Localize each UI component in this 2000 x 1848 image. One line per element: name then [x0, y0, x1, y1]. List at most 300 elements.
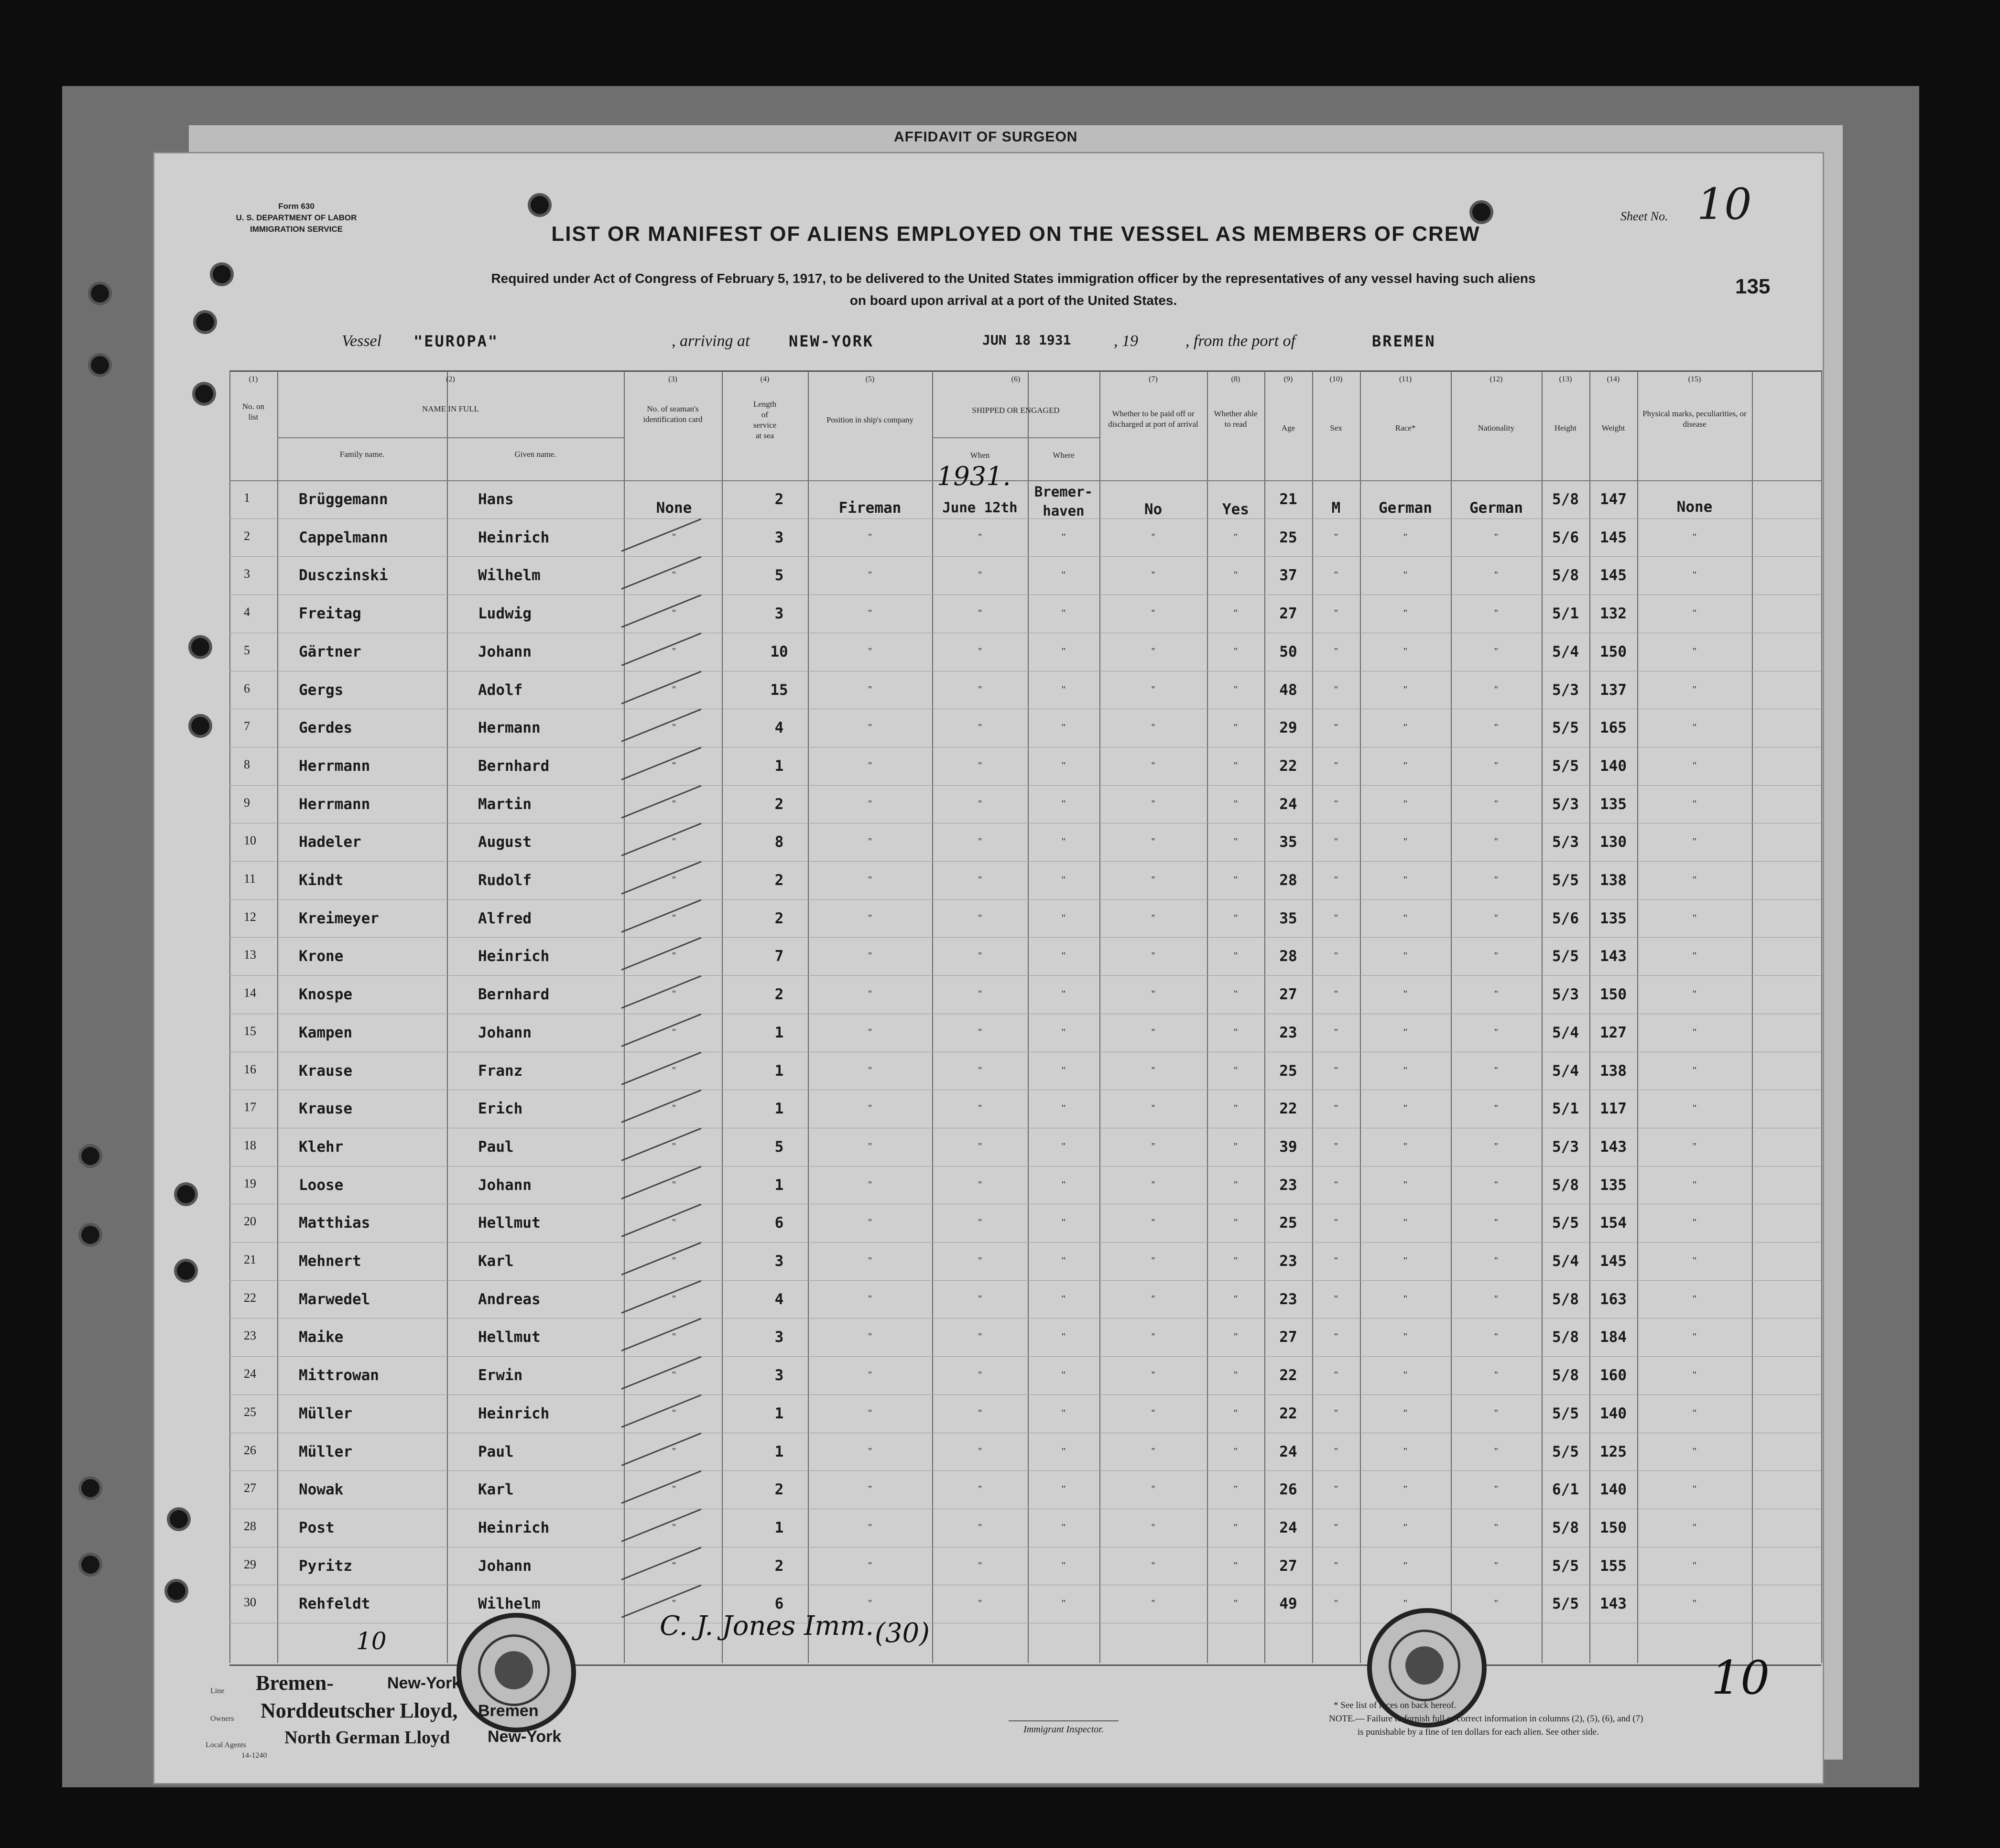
service-length: 2: [774, 872, 784, 889]
age: 24: [1279, 1519, 1297, 1536]
ditto-mark: ": [1151, 1598, 1155, 1609]
given-name: Johann: [478, 643, 532, 660]
row-number: 6: [244, 681, 250, 695]
ditto-mark: ": [672, 1027, 676, 1037]
ditto-mark: ": [1151, 989, 1155, 1000]
row-number: 7: [244, 719, 250, 734]
ditto-mark: ": [1403, 836, 1408, 847]
ditto-mark: ": [1692, 760, 1697, 771]
punch-hole: [191, 717, 209, 735]
row-rule: [229, 861, 1821, 862]
ditto-mark: ": [1494, 1446, 1499, 1457]
row-1-nationality: German: [1469, 499, 1523, 517]
ditto-mark: ": [1334, 1598, 1338, 1609]
ditto-mark: ": [1334, 1407, 1338, 1418]
ditto-mark: ": [672, 1446, 676, 1457]
row-number: 24: [244, 1367, 256, 1381]
given-name: Wilhelm: [478, 1595, 541, 1613]
family-name: Freitag: [299, 605, 361, 623]
ditto-mark: ": [978, 1522, 982, 1533]
ditto-mark: ": [1692, 1446, 1697, 1457]
ditto-mark: ": [1334, 1217, 1338, 1228]
weight: 145: [1600, 1253, 1627, 1270]
punch-hole: [1472, 203, 1490, 221]
ditto-mark: ": [1692, 1179, 1697, 1190]
ditto-mark: ": [1334, 684, 1338, 695]
given-name: Paul: [478, 1138, 514, 1156]
ditto-mark: ": [868, 1331, 872, 1342]
age: 24: [1279, 795, 1297, 813]
ditto-mark: ": [868, 1407, 872, 1418]
where-header: Where: [1053, 451, 1075, 460]
ditto-mark: ": [978, 1407, 982, 1418]
ditto-mark: ": [1692, 836, 1697, 847]
ditto-mark: ": [1061, 1407, 1066, 1418]
ditto-mark: ": [868, 951, 872, 962]
height: 6/1: [1552, 1481, 1579, 1499]
service-name: IMMIGRATION SERVICE: [250, 225, 343, 234]
weight: 125: [1600, 1443, 1627, 1460]
ditto-mark: ": [1403, 1103, 1408, 1114]
ditto-mark: ": [1692, 722, 1697, 733]
ditto-mark: ": [1061, 1103, 1066, 1114]
ditto-mark: ": [1061, 1293, 1066, 1304]
ditto-mark: ": [672, 570, 676, 581]
row-number: 17: [244, 1100, 256, 1114]
ditto-mark: ": [978, 1293, 982, 1304]
weight: 135: [1600, 1176, 1627, 1194]
col-9-number: (9): [1283, 375, 1293, 383]
ditto-mark: ": [1692, 608, 1697, 619]
family-name: Marwedel: [299, 1290, 370, 1308]
immigrant-inspector-label: Immigrant Inspector.: [1009, 1720, 1119, 1735]
eagle-emblem-icon: [1405, 1646, 1444, 1685]
col-3-header: No. of seaman's identification card: [643, 404, 703, 424]
ditto-mark: ": [978, 1370, 982, 1381]
ditto-mark: ": [1403, 608, 1408, 619]
row-number: 4: [244, 605, 250, 619]
row-number: 14: [244, 986, 256, 1000]
ditto-mark: ": [1151, 760, 1155, 771]
ditto-mark: ": [868, 1598, 872, 1609]
ditto-mark: ": [1403, 1331, 1408, 1342]
age: 22: [1279, 1100, 1297, 1118]
ditto-mark: ": [978, 1598, 982, 1609]
height: 5/1: [1552, 605, 1579, 623]
col-5-number: (5): [865, 375, 875, 383]
family-name: Brüggemann: [299, 491, 388, 508]
ditto-mark: ": [672, 836, 676, 847]
weight: 184: [1600, 1329, 1627, 1346]
ditto-mark: ": [868, 989, 872, 1000]
row-number: 5: [244, 643, 250, 657]
arriving-port: NEW-YORK: [789, 332, 874, 350]
ditto-mark: ": [1233, 1370, 1238, 1381]
ditto-mark: ": [868, 798, 872, 809]
height: 5/5: [1552, 757, 1579, 775]
given-name: Erwin: [478, 1367, 523, 1384]
col-3-number: (3): [668, 375, 677, 383]
arriving-label: , arriving at: [672, 332, 750, 350]
height: 5/5: [1552, 719, 1579, 737]
ditto-mark: ": [1151, 1217, 1155, 1228]
ditto-mark: ": [1061, 1522, 1066, 1533]
ditto-mark: ": [868, 1103, 872, 1114]
ditto-mark: ": [1494, 1141, 1499, 1152]
ditto-mark: ": [1151, 684, 1155, 695]
ditto-mark: ": [1151, 951, 1155, 962]
ditto-mark: ": [1334, 912, 1338, 923]
column-rule: [1028, 370, 1029, 1663]
ditto-mark: ": [1692, 1598, 1697, 1609]
col-11-header: Race*: [1395, 423, 1416, 432]
ditto-mark: ": [1494, 608, 1499, 619]
service-length: 3: [774, 529, 784, 546]
ditto-mark: ": [1061, 951, 1066, 962]
ditto-mark: ": [978, 1027, 982, 1037]
ditto-mark: ": [1692, 1293, 1697, 1304]
ditto-mark: ": [672, 1065, 676, 1076]
row-number: 20: [244, 1214, 256, 1229]
height: 5/5: [1552, 1214, 1579, 1232]
ditto-mark: ": [1233, 912, 1238, 923]
ditto-mark: ": [1692, 798, 1697, 809]
row-number: 8: [244, 757, 250, 771]
row-1-race: German: [1379, 499, 1432, 517]
weight: 163: [1600, 1290, 1627, 1308]
height: 5/8: [1552, 1367, 1579, 1384]
owners-city: Bremen: [478, 1702, 539, 1720]
ditto-mark: ": [868, 1065, 872, 1076]
form-code: 14-1240: [241, 1751, 267, 1760]
weight: 137: [1600, 681, 1627, 699]
family-name: Dusczinski: [299, 567, 388, 584]
service-length: 1: [774, 1405, 784, 1422]
family-name: Krone: [299, 948, 344, 965]
ditto-mark: ": [1692, 951, 1697, 962]
ditto-mark: ": [1061, 1560, 1066, 1571]
ditto-mark: ": [1403, 1407, 1408, 1418]
weight: 140: [1600, 1481, 1627, 1499]
ditto-mark: ": [1334, 760, 1338, 771]
col-9-header: Age: [1281, 423, 1295, 432]
punch-hole: [91, 356, 109, 374]
row-number: 30: [244, 1595, 256, 1610]
family-name: Klehr: [299, 1138, 344, 1156]
ditto-mark: ": [868, 836, 872, 847]
row-number: 22: [244, 1290, 256, 1305]
ditto-mark: ": [1151, 646, 1155, 657]
when-header: When: [970, 451, 990, 460]
service-length: 2: [774, 491, 784, 508]
punch-hole: [167, 1582, 185, 1600]
age: 22: [1279, 757, 1297, 775]
height: 5/4: [1552, 1253, 1579, 1270]
ditto-mark: ": [978, 1255, 982, 1266]
col-8-number: (8): [1231, 375, 1240, 383]
service-length: 1: [774, 1024, 784, 1041]
ditto-mark: ": [1403, 1598, 1408, 1609]
service-length: 1: [774, 1176, 784, 1194]
family-name: Loose: [299, 1176, 344, 1194]
ditto-mark: ": [1692, 1407, 1697, 1418]
age: 26: [1279, 1481, 1297, 1499]
ditto-mark: ": [868, 912, 872, 923]
sheet-number: 10: [1697, 179, 1752, 229]
ditto-mark: ": [672, 608, 676, 619]
row-number: 23: [244, 1329, 256, 1343]
ditto-mark: ": [1334, 1560, 1338, 1571]
ditto-mark: ": [868, 1560, 872, 1571]
ditto-mark: ": [1334, 608, 1338, 619]
ditto-mark: ": [1334, 1484, 1338, 1495]
row-number: 25: [244, 1405, 256, 1419]
ditto-mark: ": [1403, 951, 1408, 962]
ditto-mark: ": [1403, 1217, 1408, 1228]
age: 23: [1279, 1024, 1297, 1041]
col-1-number: (1): [249, 375, 258, 383]
ditto-mark: ": [1494, 570, 1499, 581]
given-name: Hellmut: [478, 1214, 541, 1232]
ditto-mark: ": [978, 1141, 982, 1152]
ditto-mark: ": [1233, 951, 1238, 962]
age: 25: [1279, 1062, 1297, 1080]
ditto-mark: ": [1692, 1065, 1697, 1076]
ditto-mark: ": [1334, 875, 1338, 885]
given-name: Johann: [478, 1557, 532, 1575]
weight: 145: [1600, 567, 1627, 584]
row-rule: [229, 1242, 1821, 1243]
row-rule: [229, 899, 1821, 900]
family-name: Herrmann: [299, 795, 370, 813]
ditto-mark: ": [1494, 1522, 1499, 1533]
age: 23: [1279, 1253, 1297, 1270]
given-name: Wilhelm: [478, 567, 541, 584]
ditto-mark: ": [672, 1370, 676, 1381]
row-number: 15: [244, 1024, 256, 1038]
note-penalty-2: is punishable by a fine of ten dollars for each alien. See other side.: [1358, 1727, 1599, 1737]
ditto-mark: ": [1061, 1141, 1066, 1152]
ditto-mark: ": [1692, 1217, 1697, 1228]
ditto-mark: ": [978, 836, 982, 847]
height: 5/5: [1552, 948, 1579, 965]
row-number: 28: [244, 1519, 256, 1533]
punch-hole: [81, 1147, 99, 1165]
ditto-mark: ": [1494, 1560, 1499, 1571]
ditto-mark: ": [1494, 875, 1499, 885]
ditto-mark: ": [1061, 760, 1066, 771]
row-rule: [229, 1394, 1821, 1395]
row-1-paid-off: No: [1144, 501, 1163, 518]
ditto-mark: ": [672, 1484, 676, 1495]
ditto-mark: ": [1233, 798, 1238, 809]
ditto-mark: ": [868, 1370, 872, 1381]
department-name: U. S. DEPARTMENT OF LABOR: [236, 213, 357, 222]
row-1-marks: None: [1676, 498, 1713, 516]
ditto-mark: ": [868, 570, 872, 581]
ditto-mark: ": [1151, 1141, 1155, 1152]
ditto-mark: ": [1151, 912, 1155, 923]
ditto-mark: ": [1151, 1370, 1155, 1381]
ditto-mark: ": [978, 722, 982, 733]
ditto-mark: ": [1151, 722, 1155, 733]
ditto-mark: ": [1494, 1484, 1499, 1495]
ditto-mark: ": [868, 1484, 872, 1495]
col-13-header: Height: [1554, 423, 1577, 432]
col-11-number: (11): [1399, 375, 1412, 383]
column-rule: [277, 370, 278, 1663]
ditto-mark: ": [1403, 798, 1408, 809]
ditto-mark: ": [1403, 760, 1408, 771]
family-name: Mittrowan: [299, 1367, 379, 1384]
ditto-mark: ": [1692, 875, 1697, 885]
row-number: 3: [244, 567, 250, 581]
ditto-mark: ": [1494, 1598, 1499, 1609]
agents-value: North German Lloyd: [284, 1728, 450, 1748]
age: 50: [1279, 643, 1297, 660]
ditto-mark: ": [1061, 531, 1066, 542]
family-name: Herrmann: [299, 757, 370, 775]
ditto-mark: ": [1334, 951, 1338, 962]
weight: 160: [1600, 1367, 1627, 1384]
service-length: 1: [774, 1519, 784, 1536]
service-length: 1: [774, 757, 784, 775]
ditto-mark: ": [1334, 1179, 1338, 1190]
given-name: Alfred: [478, 909, 532, 927]
service-length: 4: [774, 1290, 784, 1308]
service-length: 5: [774, 1138, 784, 1156]
service-length: 2: [774, 1481, 784, 1499]
ditto-mark: ": [672, 1560, 676, 1571]
punch-hole: [81, 1556, 99, 1574]
ditto-mark: ": [1494, 684, 1499, 695]
header-bottom-rule: [229, 480, 1821, 481]
height: 5/6: [1552, 529, 1579, 546]
weight: 130: [1600, 833, 1627, 851]
ditto-mark: ": [868, 1293, 872, 1304]
sheet-label: Sheet No.: [1620, 209, 1668, 223]
row-number: 10: [244, 833, 256, 848]
punch-hole: [81, 1226, 99, 1244]
height: 5/5: [1552, 1595, 1579, 1613]
given-name: Ludwig: [478, 605, 532, 623]
vessel-name: "EUROPA": [413, 332, 499, 350]
ditto-mark: ": [672, 798, 676, 809]
ditto-mark: ": [978, 1179, 982, 1190]
ditto-mark: ": [1061, 989, 1066, 1000]
height: 5/8: [1552, 1176, 1579, 1194]
row-rule: [229, 937, 1821, 938]
ditto-mark: ": [1233, 1255, 1238, 1266]
age: 22: [1279, 1367, 1297, 1384]
ditto-mark: ": [1494, 1065, 1499, 1076]
service-length: 6: [774, 1595, 784, 1613]
ditto-mark: ": [1233, 1484, 1238, 1495]
given-name: Paul: [478, 1443, 514, 1460]
ditto-mark: ": [1403, 570, 1408, 581]
ditto-mark: ": [1334, 531, 1338, 542]
given-name: Hans: [478, 491, 514, 508]
crew-table: [229, 370, 1821, 1666]
row-1-when: June 12th: [942, 499, 1018, 516]
ditto-mark: ": [1151, 1065, 1155, 1076]
service-length: 8: [774, 833, 784, 851]
weight: 150: [1600, 1519, 1627, 1536]
height: 5/3: [1552, 833, 1579, 851]
family-name: Nowak: [299, 1481, 344, 1499]
ditto-mark: ": [1403, 912, 1408, 923]
ditto-mark: ": [1061, 608, 1066, 619]
family-name: Post: [299, 1519, 335, 1536]
ditto-mark: ": [672, 875, 676, 885]
ditto-mark: ": [868, 684, 872, 695]
weight: 127: [1600, 1024, 1627, 1041]
column-rule: [1099, 370, 1100, 1663]
ditto-mark: ": [1334, 1255, 1338, 1266]
row-rule: [229, 594, 1821, 595]
service-length: 1: [774, 1062, 784, 1080]
punch-hole: [531, 196, 549, 214]
shipped-subheader-rule: [932, 437, 1099, 438]
column-rule: [1312, 370, 1313, 1663]
height: 5/4: [1552, 1024, 1579, 1041]
from-port-label: , from the port of: [1185, 332, 1296, 350]
col-14-number: (14): [1607, 375, 1620, 383]
given-name: Heinrich: [478, 529, 550, 546]
col-7-header: Whether to be paid off or discharged at port of arrival: [1108, 409, 1198, 429]
given-name-header: Given name.: [514, 450, 556, 459]
ditto-mark: ": [1334, 1027, 1338, 1037]
row-rule: [229, 785, 1821, 786]
ditto-mark: ": [1151, 1255, 1155, 1266]
family-name: Hadeler: [299, 833, 361, 851]
row-number: 26: [244, 1443, 256, 1457]
weight: 132: [1600, 605, 1627, 623]
column-rule: [1360, 370, 1361, 1663]
ditto-mark: ": [1403, 1179, 1408, 1190]
service-length: 1: [774, 1100, 784, 1118]
family-name: Krause: [299, 1100, 352, 1118]
age: 21: [1279, 491, 1297, 508]
age: 35: [1279, 833, 1297, 851]
punch-hole: [81, 1479, 99, 1497]
weight: 150: [1600, 643, 1627, 660]
row-1-year-handwritten: 1931.: [937, 461, 1011, 491]
ditto-mark: ": [1334, 1141, 1338, 1152]
ditto-mark: ": [1692, 646, 1697, 657]
ditto-mark: ": [1403, 531, 1408, 542]
weight: 145: [1600, 529, 1627, 546]
ditto-mark: ": [868, 1446, 872, 1457]
height: 5/8: [1552, 1290, 1579, 1308]
ditto-mark: ": [1151, 1331, 1155, 1342]
weight: 138: [1600, 1062, 1627, 1080]
ditto-mark: ": [978, 1446, 982, 1457]
age: 35: [1279, 909, 1297, 927]
row-1-where-line-2: haven: [1043, 503, 1085, 519]
family-name: Kampen: [299, 1024, 352, 1041]
col-8-header: Whether able to read: [1214, 409, 1258, 429]
ditto-mark: ": [1233, 989, 1238, 1000]
ditto-mark: ": [1233, 1446, 1238, 1457]
note-races: * See list of races on back hereof.: [1334, 1700, 1457, 1710]
punch-hole: [196, 313, 214, 331]
col-7-number: (7): [1149, 375, 1158, 383]
ditto-mark: ": [1403, 1065, 1408, 1076]
service-length: 5: [774, 567, 784, 584]
family-name: Matthias: [299, 1214, 370, 1232]
ditto-mark: ": [1233, 836, 1238, 847]
